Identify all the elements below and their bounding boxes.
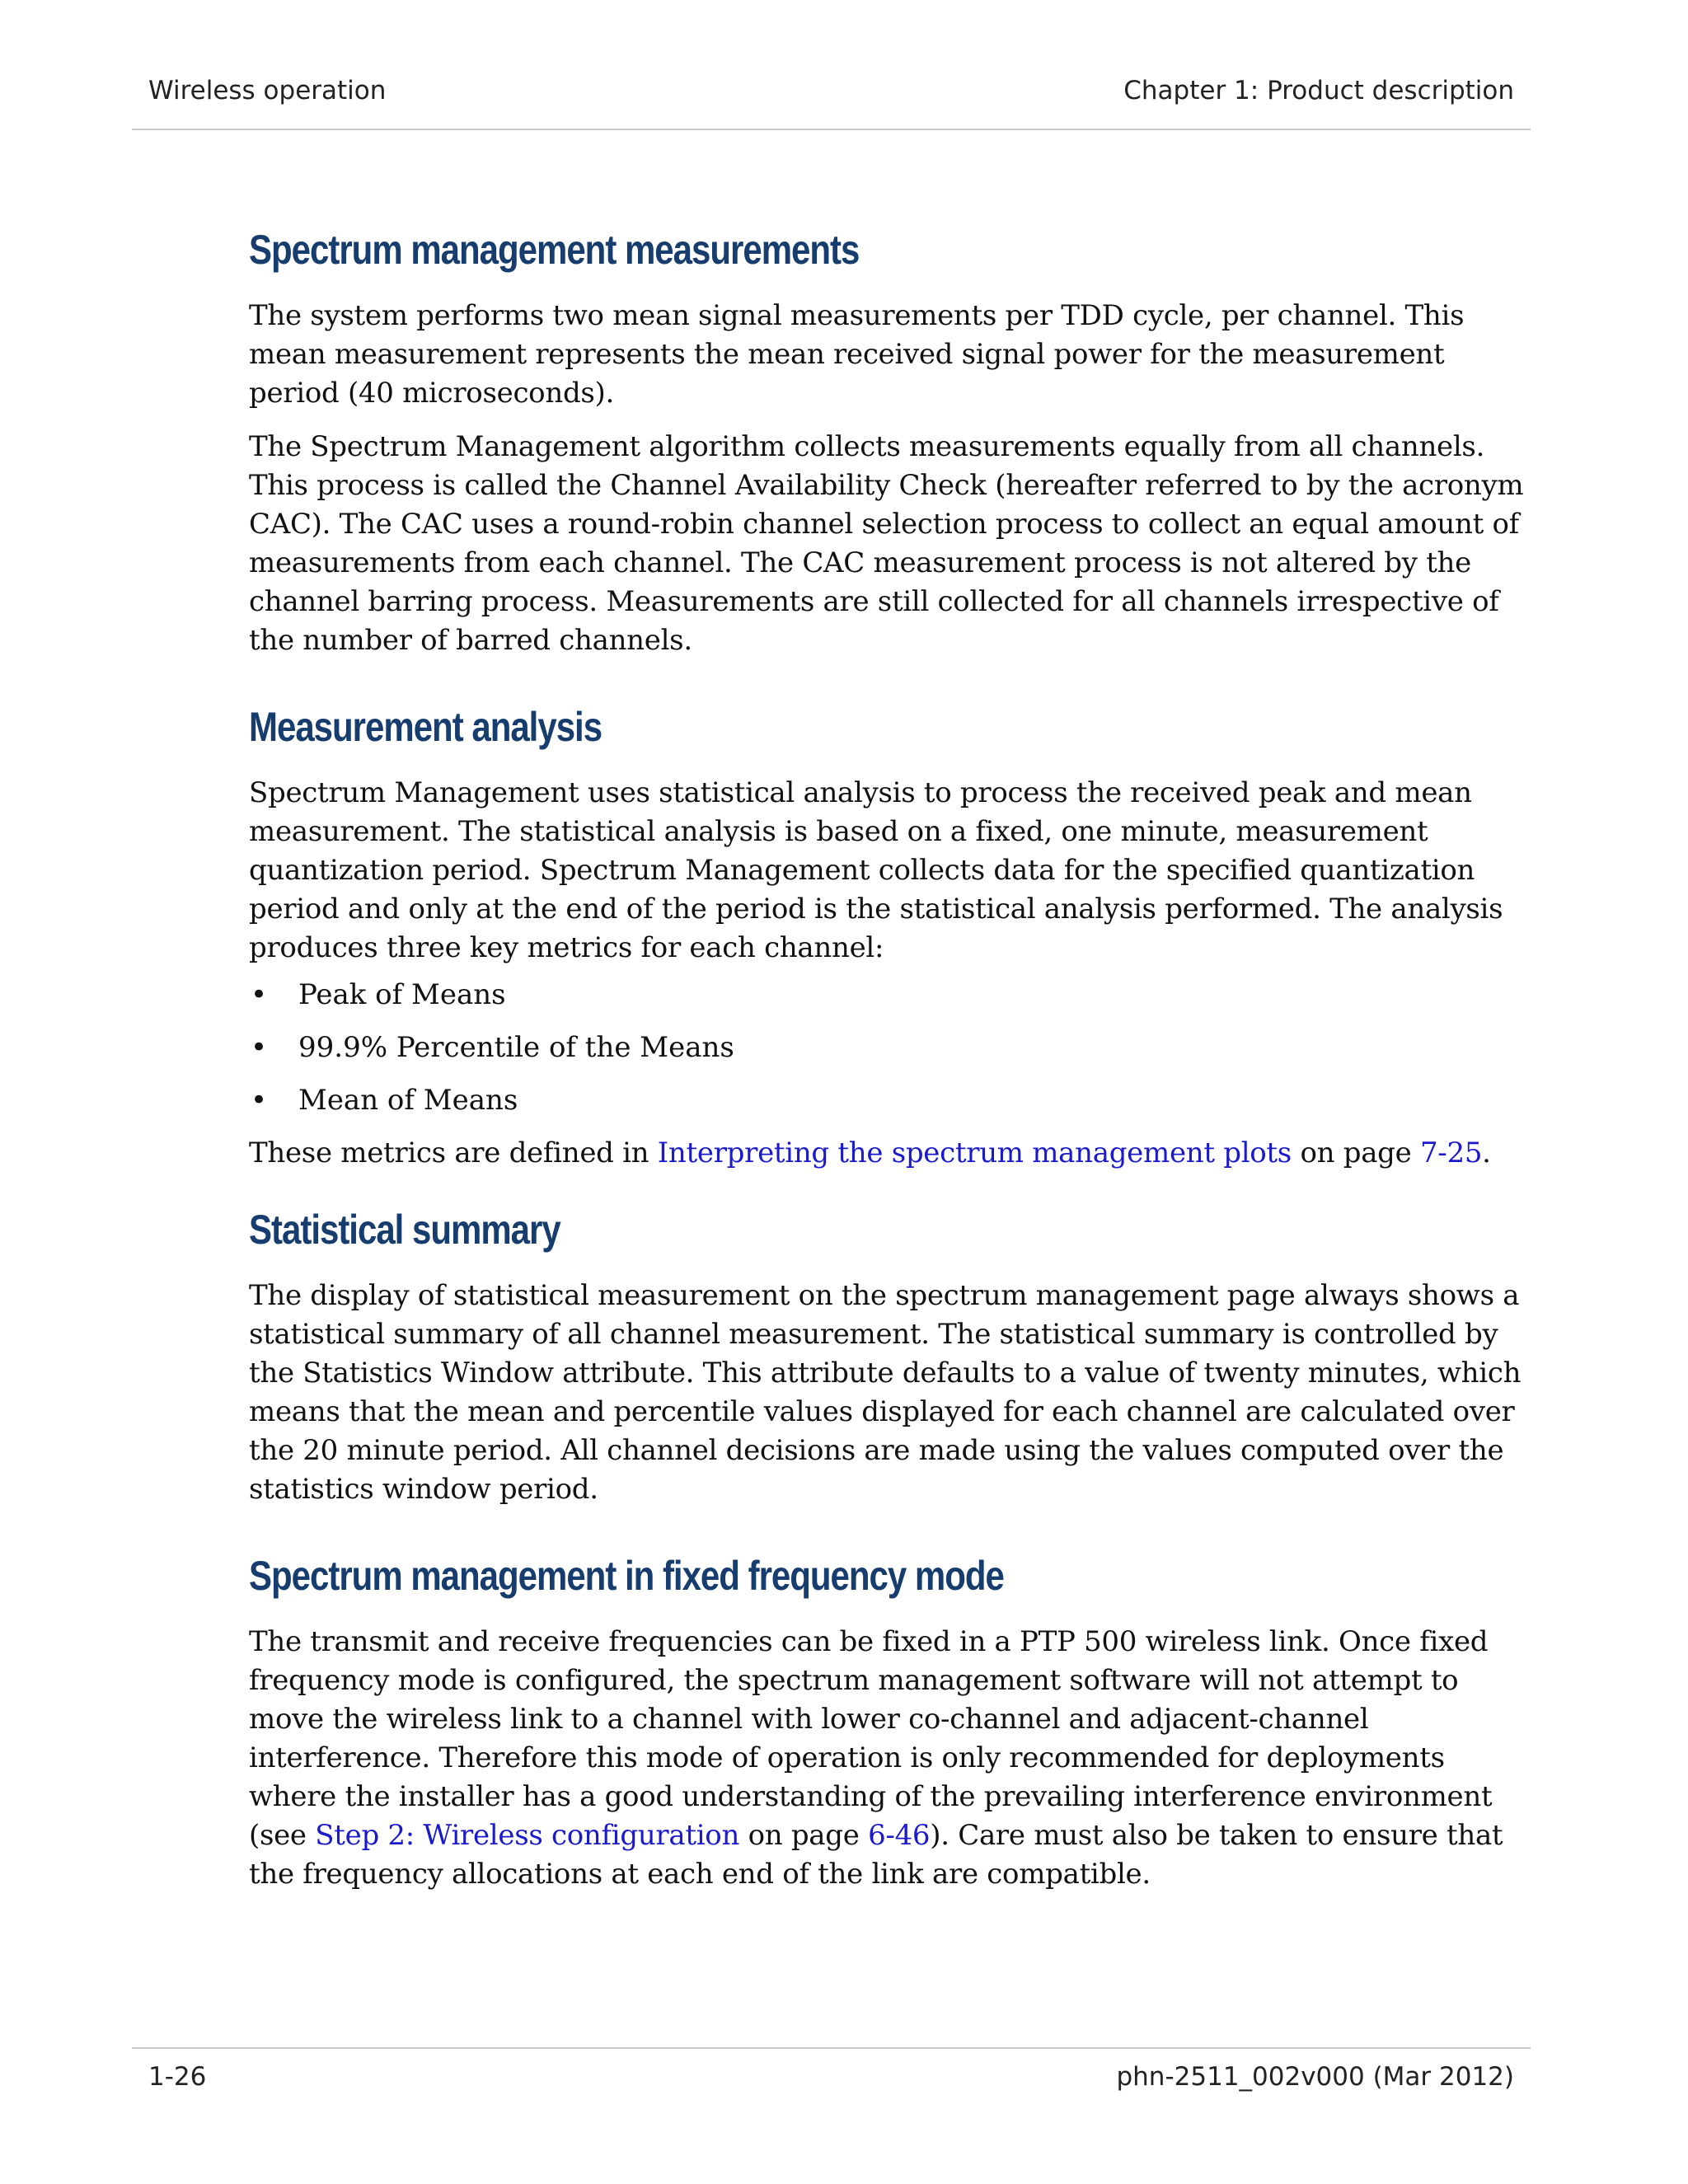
section-statistical-summary [249,1201,1535,1509]
header-section-title: Wireless operation [148,76,387,105]
section-heading: Statistical summary [249,1207,560,1253]
body-paragraph: The system performs two mean signal measurements per TDD cycle, per channel. This mean measurement represents the mean received signal power for the measurement period (40 microseconds). [249,299,1465,410]
bullet-icon: • [251,1084,268,1117]
list-item [249,976,1535,1015]
running-footer [132,2047,1531,2107]
text-run: These metrics are defined in [249,1137,658,1169]
text-run: The transmit and receive frequencies can be fixed in a PTP 500 wireless link. Once fixed frequency mode is configured, the spectrum management software will not attempt to move the wireless link to a channel with lower co-channel and adjacent-channel interference. Therefore this mode of operation is only recommended for deployments where the installer has a good understanding of the prevailing interference environment (see [249,1625,1493,1852]
section-heading: Measurement analysis [249,704,603,750]
body-paragraph: The display of statistical measurement on the spectrum management page always shows a statistical summary of all channel measurement. The statistical summary is controlled by the Statistics Window attribute. This attribute defaults to a value of twenty minutes, which means that the mean and percentile values displayed for each channel are calculated over the 20 minute period. All channel decisions are made using the values computed over the statistics window period. [249,1279,1522,1506]
section-measurement-analysis [249,698,1535,1173]
metrics-list [249,976,1535,1120]
list-item [249,1081,1535,1120]
text-run: on page [739,1819,869,1852]
body-paragraph: Spectrum Management uses statistical analysis to process the received peak and mean measurement. The statistical analysis is based on a fixed, one minute, measurement quantization period. Spectrum Management collects data for the specified quantization period and only at the end of the period is the statistical analysis performed. The analysis produces three key metrics for each channel: [249,776,1503,964]
text-run: on page [1291,1137,1420,1169]
list-item-text: Peak of Means [298,978,506,1011]
section-spectrum-management-measurements [249,221,1535,660]
page-reference-link[interactable]: 7-25 [1419,1137,1483,1169]
page-number: 1-26 [148,2062,207,2092]
list-item-text: 99.9% Percentile of the Means [298,1031,734,1064]
main-content [249,221,1535,1894]
bullet-icon: • [251,978,268,1011]
document-id: phn-2511_002v000 (Mar 2012) [1116,2062,1514,2092]
bullet-icon: • [251,1031,268,1064]
cross-reference-link[interactable]: Interpreting the spectrum management plots [657,1137,1292,1169]
section-heading: Spectrum management in fixed frequency mode [249,1553,1004,1599]
page-reference-link[interactable]: 6-46 [868,1819,931,1852]
cross-reference-link[interactable]: Step 2: Wireless configuration [315,1819,740,1852]
header-chapter-title: Chapter 1: Product description [1123,76,1514,105]
body-paragraph: The Spectrum Management algorithm collects measurements equally from all channels. This process is called the Channel Availability Check (hereafter referred to by the acronym CAC). The CAC uses a round-robin channel selection process to collect an equal amount of measurements from each channel. The CAC measurement process is not altered by the channel barring process. Measurements are still collected for all channels irrespective of the number of barred channels. [249,430,1524,657]
section-heading: Spectrum management measurements [249,227,860,273]
body-paragraph [249,1623,1535,1894]
text-run: ). Care must also be taken to ensure that the frequency allocations at each end of the link are compatible. [249,1819,1503,1891]
running-header [132,76,1531,130]
list-item-text: Mean of Means [298,1084,518,1117]
list-item [249,1029,1535,1067]
section-fixed-frequency-mode [249,1547,1535,1894]
body-paragraph [249,1134,1535,1173]
text-run: . [1482,1137,1491,1169]
